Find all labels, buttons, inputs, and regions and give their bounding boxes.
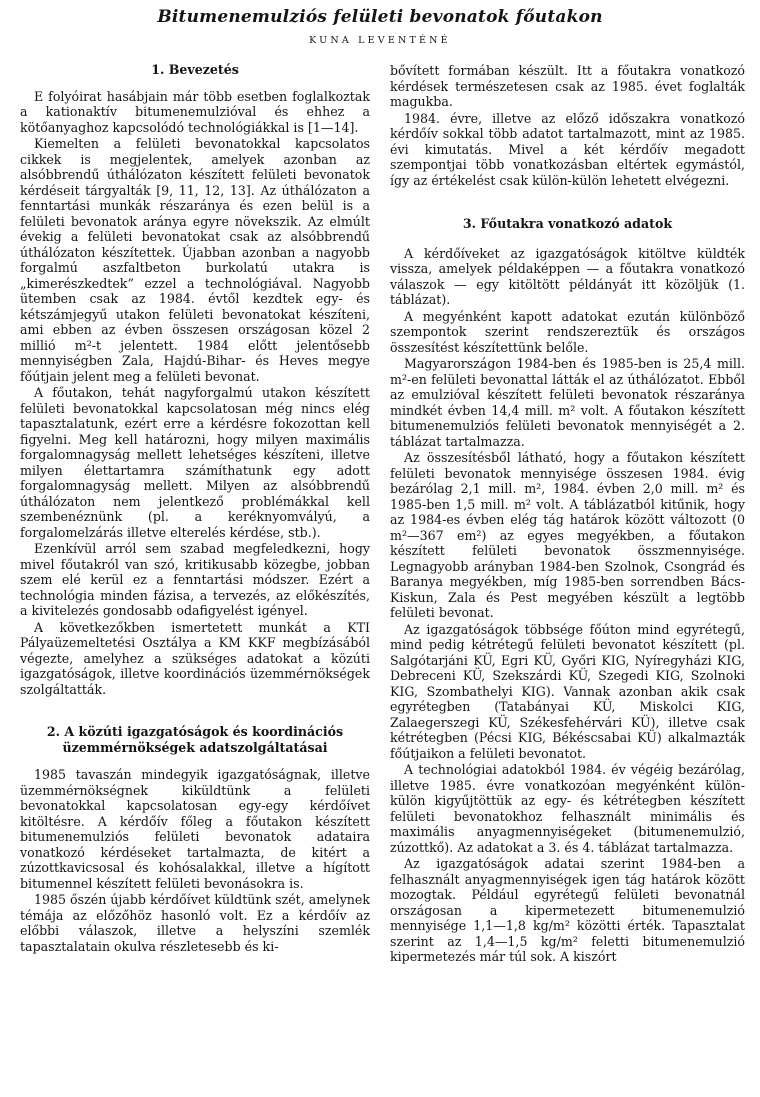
- paragraph: 1984. évre, illetve az előző időszakra vonatkozó kérdőív sokkal több adatot tartalmazott, mint az 1985. évi kimutatás. Mivel a két kérdőív megadott szempontjai több vonatkozásban eltértek egymástól, így az értékelést csak külön-külön lehetett elvégezni.: [390, 110, 745, 188]
- section-heading-data-services: 2. A közúti igazgatóságok és koordinációs üzemmérnökségek adatszolgáltatásai: [46, 724, 344, 755]
- article-author: KUNA LEVENTÉNÉ: [309, 35, 451, 46]
- paragraph: 1985 őszén újabb kérdőívet küldtünk szét, amelynek témája az előzőhöz hasonló volt. Ez a kérdőív az előbbi válaszok, illetve a helyszíni szemlék tapasztalatain okulva részletesebb és ki-: [20, 892, 370, 954]
- article-title: Bitumenemulziós felületi bevonatok főutakon: [157, 7, 603, 27]
- paragraph: A kérdőíveket az igazgatóságok kitöltve küldték vissza, amelyek példaképpen — a főutakra vonatkozó válaszok — egy kitöltött példányát itt közöljük (1. táblázat).: [390, 245, 745, 307]
- paragraph: A technológiai adatokból 1984. év végéig bezárólag, illetve 1985. évre vonatkozóan megyénként külön-külön kigyűjtöttük az egy- és kétrétegben készített felületi bevonatokhoz felhasznált minimális és maximális anyagmennyiségeket (bitumenemulzió, zúzottkő). Az adatokat a 3. és 4. táblázat tartalmazza.: [390, 762, 745, 855]
- paragraph: bővített formában készült. Itt a főutakra vonatkozó kérdések természetesen csak az 1985. évet foglalták magukba.: [390, 63, 745, 109]
- section-heading-introduction: 1. Bevezetés: [151, 62, 239, 77]
- right-column: [390, 63, 745, 965]
- paragraph: Ezenkívül arról sem szabad megfeledkezni, hogy mivel főutakról van szó, kritikusabb közegbe, jobban szem elé kerül ez a fenntartási módszer. Ezért a technológia minden fázisa, a tervezés, az előkészítés, a kivitelezés gondosabb odafigyelést igényel.: [20, 541, 370, 618]
- paragraph: A megyénként kapott adatokat ezután különböző szempontok szerint rendszereztük és országos összesítést készítettünk belőle.: [390, 308, 745, 355]
- paragraph: 1985 tavaszán mindegyik igazgatóságnak, illetve üzemmérnökségnek kiküldtünk a felületi bevonatokkal kapcsolatosan egy-egy kérdőívet kitöltésre. A kérdőív főleg a főutakon készített bitumenemulziós felületi bevonatok adataira vonatkozó kérdéseket tartalmazta, de kitért a zúzottkavicsosal és kohósalakkal, illetve a hígított bitumennel készített felületi bevonásokra is.: [20, 767, 370, 891]
- paragraph: Magyarországon 1984-ben és 1985-ben is 25,4 mill. m²-en felületi bevonattal látták el az úthálózatot. Ebből az emulzióval készített felületi bevonatok részaránya mindkét évben 14,4 mill. m² volt. A főutakon készített bitumenemulziós felületi bevonatok mennyiségét a 2. táblázat tartalmazza.: [390, 356, 745, 449]
- paragraph: E folyóirat hasábjain már több esetben foglalkoztak a kationaktív bitumenemulzióval és ehhez a kötőanyaghoz kapcsolódó technológiákkal is [1—14].: [20, 88, 370, 135]
- paragraph: Az összesítésből látható, hogy a főutakon készített felületi bevonatok mennyisége összesen 1984. évig bezárólag 2,1 mill. m², 1984. évben 2,0 mill. m² és 1985-ben 1,5 mill. m² volt. A táblázatból kitűnik, hogy az 1984-es évben elég tág határok között változott (0 m²—367 em²) az egyes megyékben, a főutakon készített felületi bevonatok összmennyisége. Legnagyobb arányban 1984-ben Szolnok, Csongrád és Baranya megyékben, míg 1985-ben sorrendben Bács-Kiskun, Zala és Pest megyében készült a legtöbb felületi bevonat.: [390, 450, 745, 620]
- paragraph: Kiemelten a felületi bevonatokkal kapcsolatos cikkek is megjelentek, amelyek azonban az alsóbbrendű úthálózaton készített felületi bevonatok kérdéseit tárgyalták [9, 11, 12, 13]. Az úthálózaton a fenntartási munkák részaránya és ezen belül is a felületi bevonatok aránya egyre növekszik. Az elmúlt évekig a felületi bevonatokat csak az alsóbbrendű úthálózaton készítettek. Újabban azonban a nagyobb forgalmú aszfaltbeton burkolatú utakra is „kimerészkedtek” ezzel a technológiával. Nagyobb ütemben csak az 1984. évtől kezdtek egy- és kétszámjegyű utakon felületi bevonatokat készíteni, ami ebben az évben összesen országosan közel 2 millió m²-t jelentett. 1984 előtt jelentősebb mennyiségben Zala, Hajdú-Bihar- és Heves megye főútjain jelent meg a felületi bevonat.: [20, 136, 370, 384]
- paragraph: A főutakon, tehát nagyforgalmú utakon készített felületi bevonatokkal kapcsolatosan még nincs elég tapasztalatunk, ezért erre a kérdésre fokozottan kell figyelni. Meg kell határozni, hogy milyen maximális forgalomnagyság mellett lehetséges készíteni, illetve milyen élettartamra számíthatunk egy adott forgalomnagyság mellett. Milyen az alsóbbrendű úthálózaton nem jelentkező problémákkal kell szembenéznünk (pl. a keréknyomvályú, a forgalomelzárás illetve elterelés kérdése, stb.).: [20, 385, 370, 540]
- section-heading-main-roads: 3. Főutakra vonatkozó adatok: [462, 216, 673, 231]
- paragraph: Az igazgatóságok többsége főúton mind egyrétegű, mind pedig kétrétegű felületi bevonatot készített (pl. Salgótarjáni KÜ, Egri KÜ, Győri KIG, Nyíregyházi KIG, Debreceni KÜ, Szekszárdi KÜ, Szegedi KIG, Szolnoki KIG, Szombathelyi KIG). Vannak azonban akik csak egyrétegben (Tatabányai KÜ, Miskolci KIG, Zalaegerszegi KÜ, Székesfehérvári KÜ), illetve csak kétrétegben (Pécsi KIG, Békéscsabai KÜ) alkalmazták főútjaikon a felületi bevonatot.: [390, 621, 745, 761]
- paragraph: Az igazgatóságok adatai szerint 1984-ben a felhasznált anyagmennyiségek igen tág határok között mozogtak. Például egyrétegű felületi bevonatnál országosan a kipermetezett bitumenemulzió mennyisége 1,1—1,8 kg/m² közötti érték. Tapasztalat szerint az 1,4—1,5 kg/m² feletti bitumenemulzió kipermetezés már túl sok. A kiszórt: [390, 856, 745, 964]
- left-column: [20, 62, 370, 954]
- paragraph: A következőkben ismertetett munkát a KTI Pályaüzemeltetési Osztálya a KM KKF megbízásából végezte, amelyhez a szükséges adatokat a közúti igazgatóságok, illetve koordinációs üzemmérnökségek szolgáltatták.: [20, 619, 370, 697]
